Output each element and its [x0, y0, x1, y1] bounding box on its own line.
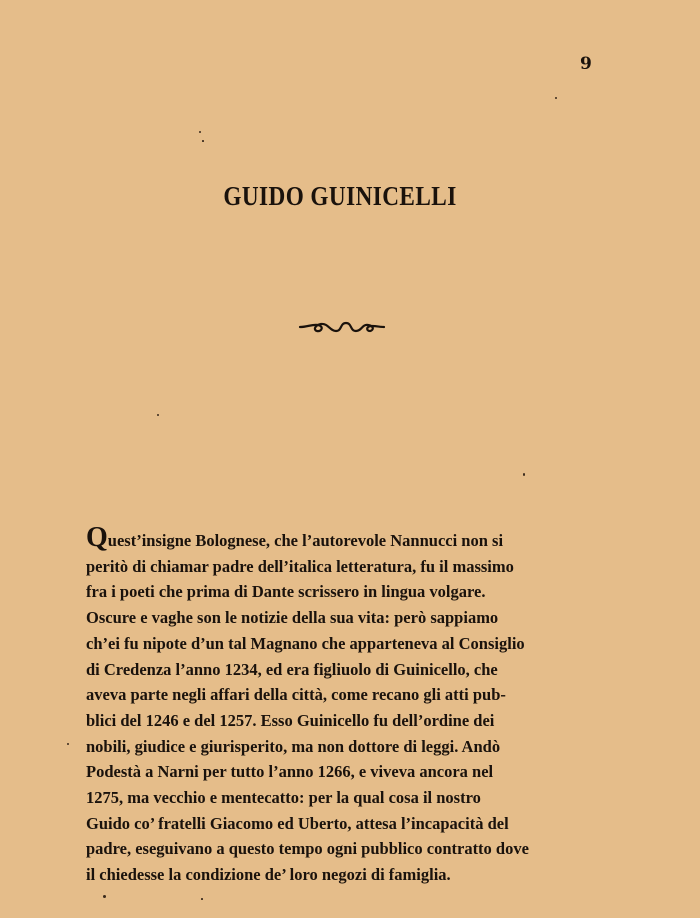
text-line: di Credenza l’anno 1234, ed era figliuolo di Guinicello, che	[86, 659, 498, 679]
body-paragraph	[86, 522, 679, 888]
text-line: 1275, ma vecchio e mentecatto: per la qual cosa il nostro	[86, 788, 481, 808]
ornament-divider-icon	[298, 316, 386, 338]
text-line: aveva parte negli affari della città, come recano gli atti pub-	[86, 685, 506, 705]
paper-speck	[103, 895, 106, 898]
paper-speck	[67, 743, 69, 745]
paper-speck	[199, 131, 201, 133]
text-line: Podestà a Narni per tutto l’anno 1266, e viveva ancora nel	[86, 762, 494, 782]
text-line: ch’ei fu nipote d’un tal Magnano che apparteneva al Consiglio	[86, 633, 525, 653]
text-line: nobili, giudice e giurisperito, ma non dottore di leggi. Andò	[86, 736, 501, 756]
text-line: il chiedesse la condizione de’ loro negozi di famiglia.	[86, 865, 451, 885]
text-line: fra i poeti che prima di Dante scrissero in lingua volgare.	[86, 582, 486, 602]
text-line: Guido co’ fratelli Giacomo ed Uberto, attesa l’incapacità del	[86, 813, 509, 833]
paper-speck	[202, 140, 204, 142]
page-number: 9	[580, 54, 592, 74]
text-line: Oscure e vaghe son le notizie della sua vita: però sappiamo	[86, 608, 499, 628]
text-line: peritò di chiamar padre dell’italica letteratura, fu il massimo	[86, 556, 514, 576]
text-line: padre, eseguivano a questo tempo ogni pubblico contratto dove	[86, 839, 529, 859]
text-line: blici del 1246 e del 1257. Esso Guinicello fu dell’ordine dei	[86, 710, 495, 730]
paper-speck	[555, 97, 557, 99]
paper-speck	[201, 898, 203, 900]
text-line: Quest’insigne Bolognese, che l’autorevole Nannucci non si	[86, 522, 504, 553]
drop-cap: Q	[86, 522, 108, 553]
page-title: GUIDO GUINICELLI	[223, 181, 457, 211]
paper-speck	[157, 414, 159, 416]
paper-speck	[523, 473, 525, 476]
